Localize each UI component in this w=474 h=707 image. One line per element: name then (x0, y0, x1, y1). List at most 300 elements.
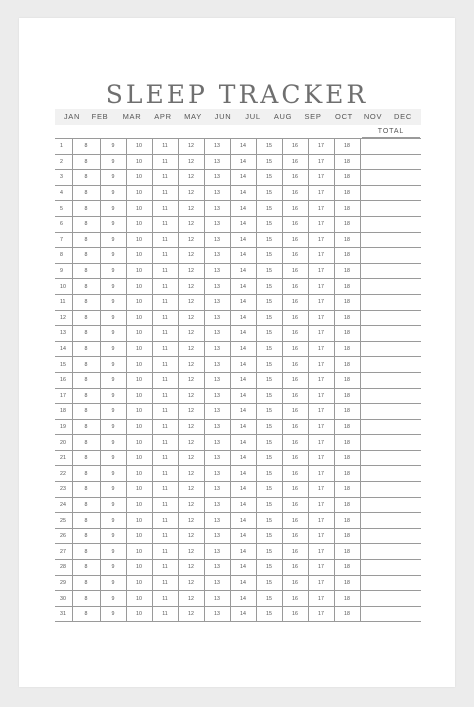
hour-cell[interactable]: 17 (308, 248, 334, 264)
hour-cell[interactable]: 15 (256, 310, 282, 326)
hour-cell[interactable]: 8 (72, 482, 100, 498)
total-cell[interactable] (360, 575, 421, 591)
hour-cell[interactable]: 9 (100, 575, 126, 591)
hour-cell[interactable]: 14 (230, 466, 256, 482)
hour-cell[interactable]: 8 (72, 201, 100, 217)
hour-cell[interactable]: 16 (282, 154, 308, 170)
hour-cell[interactable]: 17 (308, 294, 334, 310)
hour-cell[interactable]: 11 (152, 419, 178, 435)
hour-cell[interactable]: 8 (72, 294, 100, 310)
hour-cell[interactable]: 13 (204, 170, 230, 186)
hour-cell[interactable]: 18 (334, 404, 360, 420)
hour-cell[interactable]: 18 (334, 466, 360, 482)
hour-cell[interactable]: 12 (178, 310, 204, 326)
hour-cell[interactable]: 18 (334, 606, 360, 622)
hour-cell[interactable]: 12 (178, 419, 204, 435)
hour-cell[interactable]: 14 (230, 201, 256, 217)
hour-cell[interactable]: 16 (282, 326, 308, 342)
total-cell[interactable] (360, 388, 421, 404)
hour-cell[interactable]: 8 (72, 232, 100, 248)
hour-cell[interactable]: 9 (100, 450, 126, 466)
hour-cell[interactable]: 17 (308, 466, 334, 482)
hour-cell[interactable]: 8 (72, 216, 100, 232)
hour-cell[interactable]: 18 (334, 139, 360, 155)
hour-cell[interactable]: 13 (204, 450, 230, 466)
hour-cell[interactable]: 8 (72, 404, 100, 420)
hour-cell[interactable]: 17 (308, 606, 334, 622)
hour-cell[interactable]: 11 (152, 466, 178, 482)
hour-cell[interactable]: 18 (334, 170, 360, 186)
hour-cell[interactable]: 17 (308, 528, 334, 544)
hour-cell[interactable]: 14 (230, 341, 256, 357)
hour-cell[interactable]: 16 (282, 528, 308, 544)
hour-cell[interactable]: 9 (100, 388, 126, 404)
hour-cell[interactable]: 15 (256, 294, 282, 310)
hour-cell[interactable]: 18 (334, 216, 360, 232)
hour-cell[interactable]: 14 (230, 154, 256, 170)
hour-cell[interactable]: 18 (334, 497, 360, 513)
hour-cell[interactable]: 18 (334, 326, 360, 342)
hour-cell[interactable]: 8 (72, 419, 100, 435)
hour-cell[interactable]: 13 (204, 435, 230, 451)
hour-cell[interactable]: 15 (256, 435, 282, 451)
hour-cell[interactable]: 11 (152, 248, 178, 264)
total-cell[interactable] (360, 435, 421, 451)
total-cell[interactable] (360, 263, 421, 279)
total-cell[interactable] (360, 341, 421, 357)
hour-cell[interactable]: 9 (100, 341, 126, 357)
hour-cell[interactable]: 8 (72, 591, 100, 607)
hour-cell[interactable]: 11 (152, 528, 178, 544)
hour-cell[interactable]: 13 (204, 341, 230, 357)
hour-cell[interactable]: 8 (72, 435, 100, 451)
hour-cell[interactable]: 15 (256, 482, 282, 498)
hour-cell[interactable]: 11 (152, 154, 178, 170)
hour-cell[interactable]: 12 (178, 466, 204, 482)
total-cell[interactable] (360, 466, 421, 482)
hour-cell[interactable]: 8 (72, 544, 100, 560)
hour-cell[interactable]: 9 (100, 154, 126, 170)
hour-cell[interactable]: 13 (204, 216, 230, 232)
hour-cell[interactable]: 16 (282, 310, 308, 326)
hour-cell[interactable]: 16 (282, 404, 308, 420)
hour-cell[interactable]: 8 (72, 154, 100, 170)
hour-cell[interactable]: 15 (256, 263, 282, 279)
hour-cell[interactable]: 11 (152, 497, 178, 513)
hour-cell[interactable]: 13 (204, 591, 230, 607)
hour-cell[interactable]: 9 (100, 294, 126, 310)
hour-cell[interactable]: 16 (282, 591, 308, 607)
hour-cell[interactable]: 18 (334, 185, 360, 201)
hour-cell[interactable]: 16 (282, 513, 308, 529)
hour-cell[interactable]: 12 (178, 170, 204, 186)
hour-cell[interactable]: 10 (126, 139, 152, 155)
hour-cell[interactable]: 8 (72, 513, 100, 529)
hour-cell[interactable]: 11 (152, 139, 178, 155)
hour-cell[interactable]: 12 (178, 513, 204, 529)
hour-cell[interactable]: 17 (308, 575, 334, 591)
hour-cell[interactable]: 17 (308, 419, 334, 435)
hour-cell[interactable]: 18 (334, 294, 360, 310)
hour-cell[interactable]: 9 (100, 232, 126, 248)
hour-cell[interactable]: 11 (152, 326, 178, 342)
hour-cell[interactable]: 15 (256, 201, 282, 217)
hour-cell[interactable]: 12 (178, 591, 204, 607)
hour-cell[interactable]: 14 (230, 185, 256, 201)
hour-cell[interactable]: 11 (152, 388, 178, 404)
hour-cell[interactable]: 16 (282, 372, 308, 388)
total-cell[interactable] (360, 216, 421, 232)
hour-cell[interactable]: 13 (204, 388, 230, 404)
hour-cell[interactable]: 12 (178, 497, 204, 513)
hour-cell[interactable]: 8 (72, 185, 100, 201)
hour-cell[interactable]: 10 (126, 372, 152, 388)
hour-cell[interactable]: 13 (204, 185, 230, 201)
hour-cell[interactable]: 13 (204, 404, 230, 420)
hour-cell[interactable]: 16 (282, 139, 308, 155)
hour-cell[interactable]: 17 (308, 341, 334, 357)
hour-cell[interactable]: 10 (126, 326, 152, 342)
hour-cell[interactable]: 18 (334, 419, 360, 435)
hour-cell[interactable]: 9 (100, 513, 126, 529)
hour-cell[interactable]: 14 (230, 560, 256, 576)
total-cell[interactable] (360, 185, 421, 201)
hour-cell[interactable]: 14 (230, 497, 256, 513)
hour-cell[interactable]: 14 (230, 248, 256, 264)
hour-cell[interactable]: 14 (230, 528, 256, 544)
total-cell[interactable] (360, 591, 421, 607)
hour-cell[interactable]: 14 (230, 513, 256, 529)
hour-cell[interactable]: 11 (152, 575, 178, 591)
hour-cell[interactable]: 12 (178, 560, 204, 576)
hour-cell[interactable]: 12 (178, 201, 204, 217)
hour-cell[interactable]: 17 (308, 497, 334, 513)
hour-cell[interactable]: 12 (178, 139, 204, 155)
total-cell[interactable] (360, 528, 421, 544)
total-cell[interactable] (360, 560, 421, 576)
hour-cell[interactable]: 16 (282, 606, 308, 622)
hour-cell[interactable]: 9 (100, 170, 126, 186)
hour-cell[interactable]: 14 (230, 279, 256, 295)
hour-cell[interactable]: 12 (178, 216, 204, 232)
hour-cell[interactable]: 10 (126, 232, 152, 248)
hour-cell[interactable]: 16 (282, 248, 308, 264)
hour-cell[interactable]: 16 (282, 450, 308, 466)
hour-cell[interactable]: 9 (100, 248, 126, 264)
hour-cell[interactable]: 12 (178, 435, 204, 451)
hour-cell[interactable]: 9 (100, 419, 126, 435)
hour-cell[interactable]: 16 (282, 466, 308, 482)
total-cell[interactable] (360, 513, 421, 529)
hour-cell[interactable]: 16 (282, 575, 308, 591)
hour-cell[interactable]: 11 (152, 606, 178, 622)
hour-cell[interactable]: 8 (72, 310, 100, 326)
hour-cell[interactable]: 10 (126, 310, 152, 326)
hour-cell[interactable]: 12 (178, 263, 204, 279)
hour-cell[interactable]: 10 (126, 263, 152, 279)
hour-cell[interactable]: 15 (256, 404, 282, 420)
hour-cell[interactable]: 12 (178, 388, 204, 404)
hour-cell[interactable]: 18 (334, 310, 360, 326)
hour-cell[interactable]: 14 (230, 294, 256, 310)
hour-cell[interactable]: 18 (334, 357, 360, 373)
hour-cell[interactable]: 9 (100, 185, 126, 201)
hour-cell[interactable]: 15 (256, 544, 282, 560)
hour-cell[interactable]: 12 (178, 248, 204, 264)
hour-cell[interactable]: 14 (230, 232, 256, 248)
hour-cell[interactable]: 17 (308, 201, 334, 217)
total-cell[interactable] (360, 606, 421, 622)
hour-cell[interactable]: 12 (178, 154, 204, 170)
total-cell[interactable] (360, 170, 421, 186)
hour-cell[interactable]: 8 (72, 279, 100, 295)
hour-cell[interactable]: 13 (204, 310, 230, 326)
hour-cell[interactable]: 10 (126, 435, 152, 451)
hour-cell[interactable]: 10 (126, 466, 152, 482)
hour-cell[interactable]: 16 (282, 497, 308, 513)
hour-cell[interactable]: 8 (72, 263, 100, 279)
hour-cell[interactable]: 17 (308, 435, 334, 451)
hour-cell[interactable]: 10 (126, 185, 152, 201)
hour-cell[interactable]: 10 (126, 216, 152, 232)
hour-cell[interactable]: 10 (126, 294, 152, 310)
hour-cell[interactable]: 13 (204, 139, 230, 155)
hour-cell[interactable]: 14 (230, 450, 256, 466)
hour-cell[interactable]: 14 (230, 372, 256, 388)
hour-cell[interactable]: 18 (334, 560, 360, 576)
hour-cell[interactable]: 9 (100, 279, 126, 295)
total-cell[interactable] (360, 326, 421, 342)
hour-cell[interactable]: 10 (126, 497, 152, 513)
hour-cell[interactable]: 13 (204, 513, 230, 529)
hour-cell[interactable]: 18 (334, 201, 360, 217)
hour-cell[interactable]: 11 (152, 404, 178, 420)
hour-cell[interactable]: 16 (282, 419, 308, 435)
hour-cell[interactable]: 11 (152, 450, 178, 466)
hour-cell[interactable]: 14 (230, 357, 256, 373)
hour-cell[interactable]: 17 (308, 216, 334, 232)
hour-cell[interactable]: 15 (256, 388, 282, 404)
hour-cell[interactable]: 17 (308, 154, 334, 170)
hour-cell[interactable]: 13 (204, 357, 230, 373)
hour-cell[interactable]: 18 (334, 341, 360, 357)
hour-cell[interactable]: 9 (100, 326, 126, 342)
hour-cell[interactable]: 13 (204, 482, 230, 498)
hour-cell[interactable]: 16 (282, 201, 308, 217)
hour-cell[interactable]: 10 (126, 279, 152, 295)
hour-cell[interactable]: 18 (334, 232, 360, 248)
hour-cell[interactable]: 10 (126, 248, 152, 264)
hour-cell[interactable]: 17 (308, 263, 334, 279)
hour-cell[interactable]: 11 (152, 310, 178, 326)
hour-cell[interactable]: 10 (126, 528, 152, 544)
hour-cell[interactable]: 17 (308, 372, 334, 388)
hour-cell[interactable]: 8 (72, 388, 100, 404)
hour-cell[interactable]: 9 (100, 435, 126, 451)
hour-cell[interactable]: 13 (204, 263, 230, 279)
hour-cell[interactable]: 18 (334, 575, 360, 591)
hour-cell[interactable]: 9 (100, 482, 126, 498)
hour-cell[interactable]: 10 (126, 513, 152, 529)
hour-cell[interactable]: 18 (334, 248, 360, 264)
hour-cell[interactable]: 15 (256, 528, 282, 544)
hour-cell[interactable]: 17 (308, 450, 334, 466)
hour-cell[interactable]: 15 (256, 575, 282, 591)
hour-cell[interactable]: 12 (178, 232, 204, 248)
total-cell[interactable] (360, 201, 421, 217)
hour-cell[interactable]: 11 (152, 232, 178, 248)
hour-cell[interactable]: 17 (308, 591, 334, 607)
hour-cell[interactable]: 9 (100, 466, 126, 482)
hour-cell[interactable]: 16 (282, 357, 308, 373)
total-cell[interactable] (360, 357, 421, 373)
hour-cell[interactable]: 8 (72, 497, 100, 513)
hour-cell[interactable]: 18 (334, 544, 360, 560)
hour-cell[interactable]: 16 (282, 232, 308, 248)
hour-cell[interactable]: 13 (204, 497, 230, 513)
hour-cell[interactable]: 18 (334, 591, 360, 607)
hour-cell[interactable]: 14 (230, 482, 256, 498)
hour-cell[interactable]: 8 (72, 248, 100, 264)
hour-cell[interactable]: 9 (100, 372, 126, 388)
hour-cell[interactable]: 14 (230, 216, 256, 232)
hour-cell[interactable]: 17 (308, 544, 334, 560)
total-cell[interactable] (360, 372, 421, 388)
hour-cell[interactable]: 16 (282, 560, 308, 576)
hour-cell[interactable]: 11 (152, 201, 178, 217)
hour-cell[interactable]: 17 (308, 310, 334, 326)
hour-cell[interactable]: 15 (256, 185, 282, 201)
hour-cell[interactable]: 12 (178, 575, 204, 591)
hour-cell[interactable]: 13 (204, 232, 230, 248)
hour-cell[interactable]: 17 (308, 326, 334, 342)
hour-cell[interactable]: 16 (282, 482, 308, 498)
hour-cell[interactable]: 9 (100, 591, 126, 607)
hour-cell[interactable]: 18 (334, 513, 360, 529)
hour-cell[interactable]: 10 (126, 591, 152, 607)
hour-cell[interactable]: 12 (178, 279, 204, 295)
total-cell[interactable] (360, 154, 421, 170)
hour-cell[interactable]: 12 (178, 606, 204, 622)
hour-cell[interactable]: 10 (126, 575, 152, 591)
hour-cell[interactable]: 12 (178, 404, 204, 420)
hour-cell[interactable]: 17 (308, 170, 334, 186)
hour-cell[interactable]: 10 (126, 544, 152, 560)
hour-cell[interactable]: 17 (308, 232, 334, 248)
hour-cell[interactable]: 12 (178, 544, 204, 560)
hour-cell[interactable]: 14 (230, 139, 256, 155)
hour-cell[interactable]: 15 (256, 357, 282, 373)
hour-cell[interactable]: 8 (72, 466, 100, 482)
hour-cell[interactable]: 15 (256, 139, 282, 155)
total-cell[interactable] (360, 497, 421, 513)
hour-cell[interactable]: 8 (72, 170, 100, 186)
hour-cell[interactable]: 10 (126, 341, 152, 357)
hour-cell[interactable]: 9 (100, 201, 126, 217)
hour-cell[interactable]: 16 (282, 388, 308, 404)
hour-cell[interactable]: 9 (100, 404, 126, 420)
hour-cell[interactable]: 15 (256, 170, 282, 186)
hour-cell[interactable]: 14 (230, 544, 256, 560)
hour-cell[interactable]: 13 (204, 466, 230, 482)
total-cell[interactable] (360, 450, 421, 466)
total-cell[interactable] (360, 248, 421, 264)
hour-cell[interactable]: 9 (100, 357, 126, 373)
hour-cell[interactable]: 16 (282, 263, 308, 279)
hour-cell[interactable]: 11 (152, 482, 178, 498)
hour-cell[interactable]: 11 (152, 294, 178, 310)
hour-cell[interactable]: 13 (204, 575, 230, 591)
hour-cell[interactable]: 11 (152, 170, 178, 186)
hour-cell[interactable]: 8 (72, 357, 100, 373)
hour-cell[interactable]: 12 (178, 482, 204, 498)
hour-cell[interactable]: 8 (72, 575, 100, 591)
hour-cell[interactable]: 16 (282, 170, 308, 186)
hour-cell[interactable]: 10 (126, 357, 152, 373)
hour-cell[interactable]: 15 (256, 497, 282, 513)
hour-cell[interactable]: 13 (204, 248, 230, 264)
hour-cell[interactable]: 18 (334, 279, 360, 295)
hour-cell[interactable]: 15 (256, 248, 282, 264)
hour-cell[interactable]: 17 (308, 279, 334, 295)
hour-cell[interactable]: 15 (256, 154, 282, 170)
total-cell[interactable] (360, 544, 421, 560)
hour-cell[interactable]: 10 (126, 388, 152, 404)
hour-cell[interactable]: 9 (100, 216, 126, 232)
hour-cell[interactable]: 13 (204, 279, 230, 295)
hour-cell[interactable]: 18 (334, 388, 360, 404)
hour-cell[interactable]: 13 (204, 560, 230, 576)
hour-cell[interactable]: 15 (256, 466, 282, 482)
hour-cell[interactable]: 10 (126, 170, 152, 186)
hour-cell[interactable]: 15 (256, 419, 282, 435)
hour-cell[interactable]: 11 (152, 560, 178, 576)
hour-cell[interactable]: 8 (72, 560, 100, 576)
hour-cell[interactable]: 13 (204, 544, 230, 560)
hour-cell[interactable]: 17 (308, 560, 334, 576)
hour-cell[interactable]: 8 (72, 528, 100, 544)
hour-cell[interactable]: 18 (334, 450, 360, 466)
hour-cell[interactable]: 9 (100, 560, 126, 576)
hour-cell[interactable]: 11 (152, 263, 178, 279)
hour-cell[interactable]: 13 (204, 326, 230, 342)
hour-cell[interactable]: 15 (256, 560, 282, 576)
hour-cell[interactable]: 18 (334, 435, 360, 451)
hour-cell[interactable]: 10 (126, 419, 152, 435)
hour-cell[interactable]: 15 (256, 450, 282, 466)
hour-cell[interactable]: 14 (230, 606, 256, 622)
hour-cell[interactable]: 16 (282, 216, 308, 232)
hour-cell[interactable]: 16 (282, 185, 308, 201)
hour-cell[interactable]: 18 (334, 528, 360, 544)
total-cell[interactable] (360, 482, 421, 498)
hour-cell[interactable]: 14 (230, 263, 256, 279)
hour-cell[interactable]: 11 (152, 341, 178, 357)
hour-cell[interactable]: 11 (152, 372, 178, 388)
total-cell[interactable] (360, 310, 421, 326)
hour-cell[interactable]: 18 (334, 482, 360, 498)
hour-cell[interactable]: 10 (126, 450, 152, 466)
hour-cell[interactable]: 12 (178, 294, 204, 310)
hour-cell[interactable]: 13 (204, 154, 230, 170)
hour-cell[interactable]: 16 (282, 435, 308, 451)
hour-cell[interactable]: 8 (72, 606, 100, 622)
hour-cell[interactable]: 9 (100, 528, 126, 544)
hour-cell[interactable]: 12 (178, 450, 204, 466)
hour-cell[interactable]: 17 (308, 388, 334, 404)
hour-cell[interactable]: 14 (230, 419, 256, 435)
hour-cell[interactable]: 14 (230, 435, 256, 451)
